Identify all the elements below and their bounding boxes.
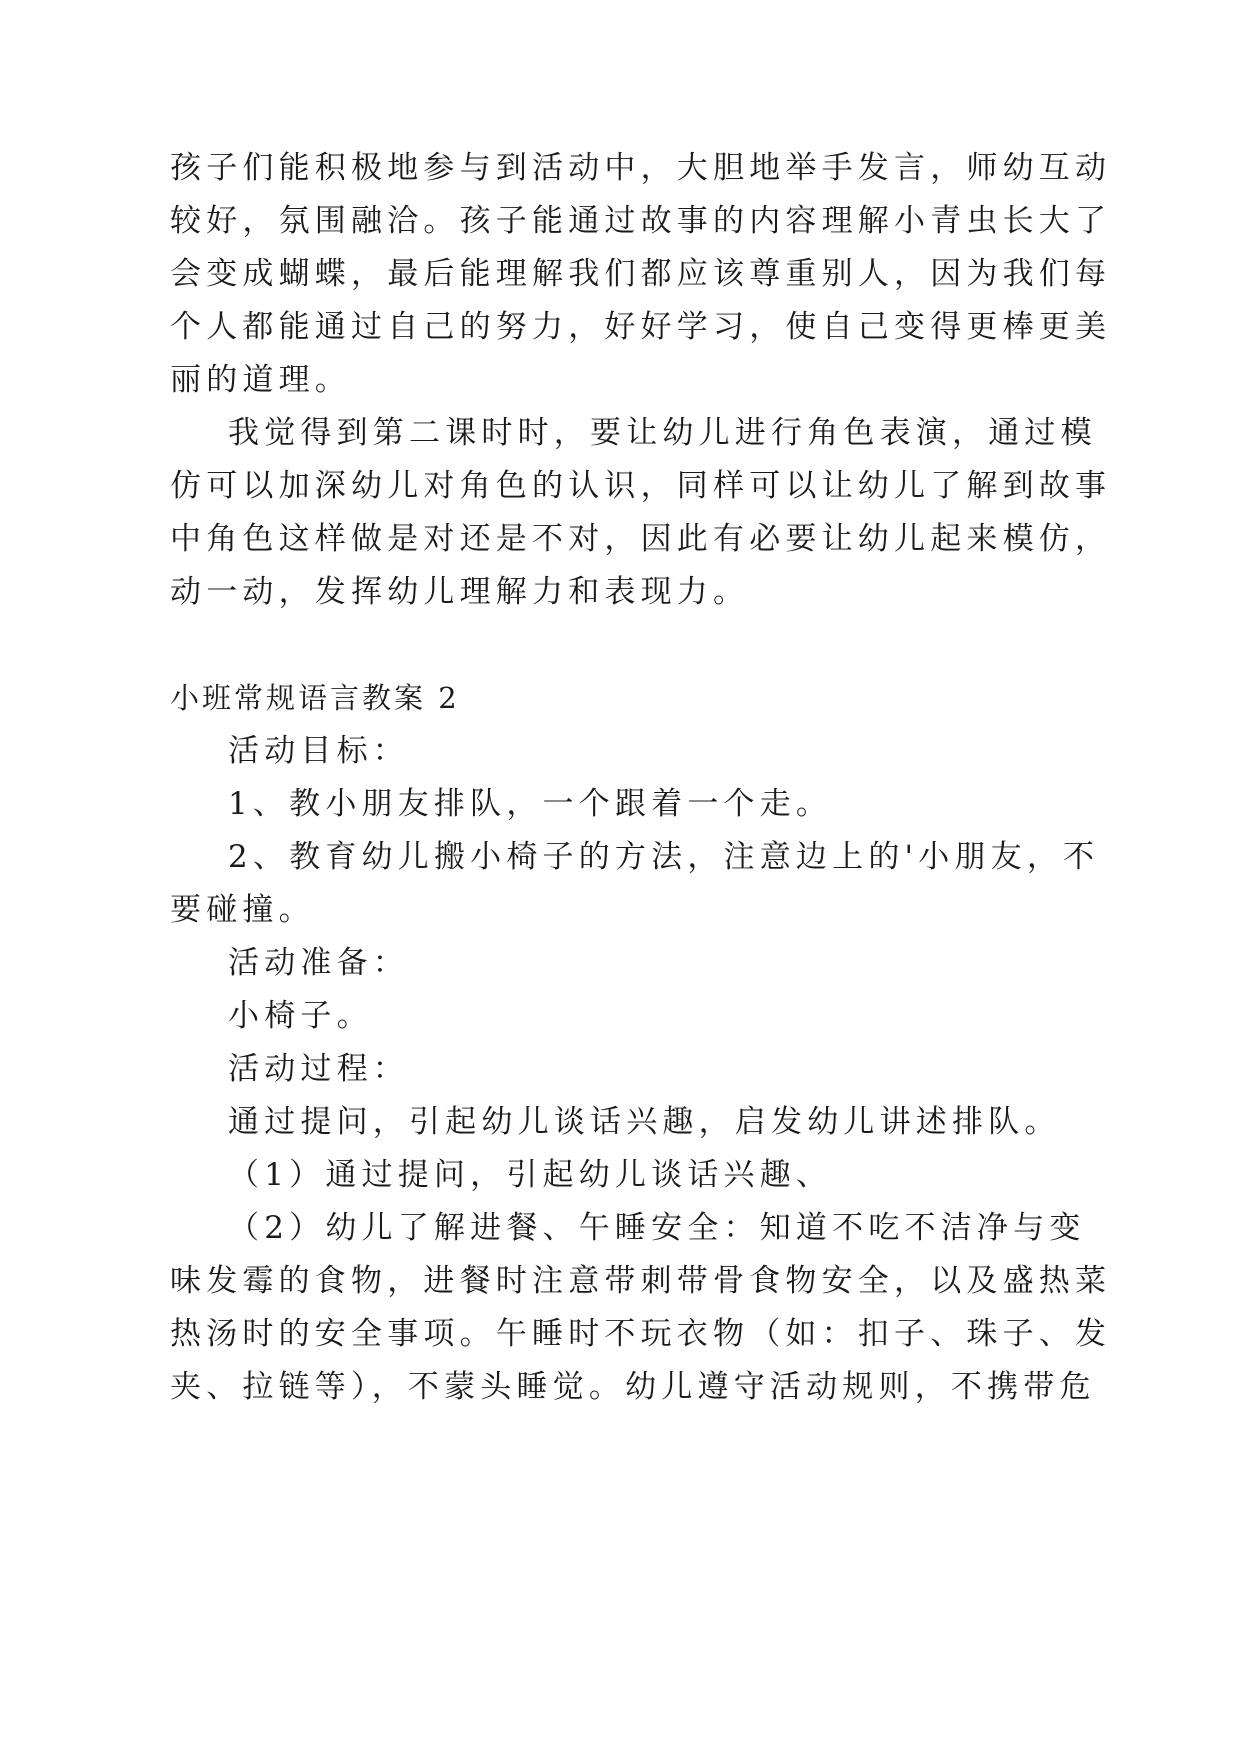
paragraph1-line-3: 会变成蝴蝶，最后能理解我们都应该尊重别人，因为我们每 [170, 256, 1112, 292]
process-step-2-line-1: （2）幼儿了解进餐、午睡安全：知道不吃不洁净与变 [228, 1210, 1086, 1246]
paragraph1-line-2: 较好，氛围融洽。孩子能通过故事的内容理解小青虫长大了 [170, 203, 1112, 239]
goal-label: 活动目标： [228, 733, 409, 769]
process-label: 活动过程： [228, 1051, 409, 1087]
prep-item: 小椅子。 [228, 998, 373, 1034]
goal-item-1: 1、教小朋友排队，一个跟着一个走。 [228, 786, 833, 822]
paragraph1-line-4: 个人都能通过自己的努力，好好学习，使自己变得更棒更美 [170, 309, 1112, 345]
process-step-1: （1）通过提问，引起幼儿谈话兴趣、 [228, 1157, 833, 1193]
process-step-2-line-2: 味发霉的食物，进餐时注意带刺带骨食物安全，以及盛热菜 [170, 1263, 1112, 1299]
paragraph1-line-1: 孩子们能积极地参与到活动中，大胆地举手发言，师幼互动 [170, 150, 1112, 186]
goal-item-2-line-2: 要碰撞。 [170, 892, 315, 928]
process-intro: 通过提问，引起幼儿谈话兴趣，启发幼儿讲述排队。 [228, 1104, 1061, 1140]
process-step-2-line-4: 夹、拉链等），不蒙头睡觉。幼儿遵守活动规则，不携带危 [170, 1369, 1096, 1405]
paragraph2-line-1: 我觉得到第二课时时，要让幼儿进行角色表演，通过模 [228, 415, 1097, 451]
paragraph2-line-3: 中角色这样做是对还是不对，因此有必要让幼儿起来模仿， [170, 521, 1112, 557]
process-step-2-line-3: 热汤时的安全事项。午睡时不玩衣物（如：扣子、珠子、发 [170, 1316, 1112, 1352]
prep-label: 活动准备： [228, 945, 409, 981]
paragraph2-line-4: 动一动，发挥幼儿理解力和表现力。 [170, 574, 750, 610]
section-title: 小班常规语言教案 2 [170, 681, 460, 715]
goal-item-2-line-1: 2、教育幼儿搬小椅子的方法，注意边上的'小朋友，不 [228, 839, 1100, 875]
paragraph2-line-2: 仿可以加深幼儿对角色的认识，同样可以让幼儿了解到故事 [170, 468, 1112, 504]
paragraph1-line-5: 丽的道理。 [170, 362, 351, 398]
